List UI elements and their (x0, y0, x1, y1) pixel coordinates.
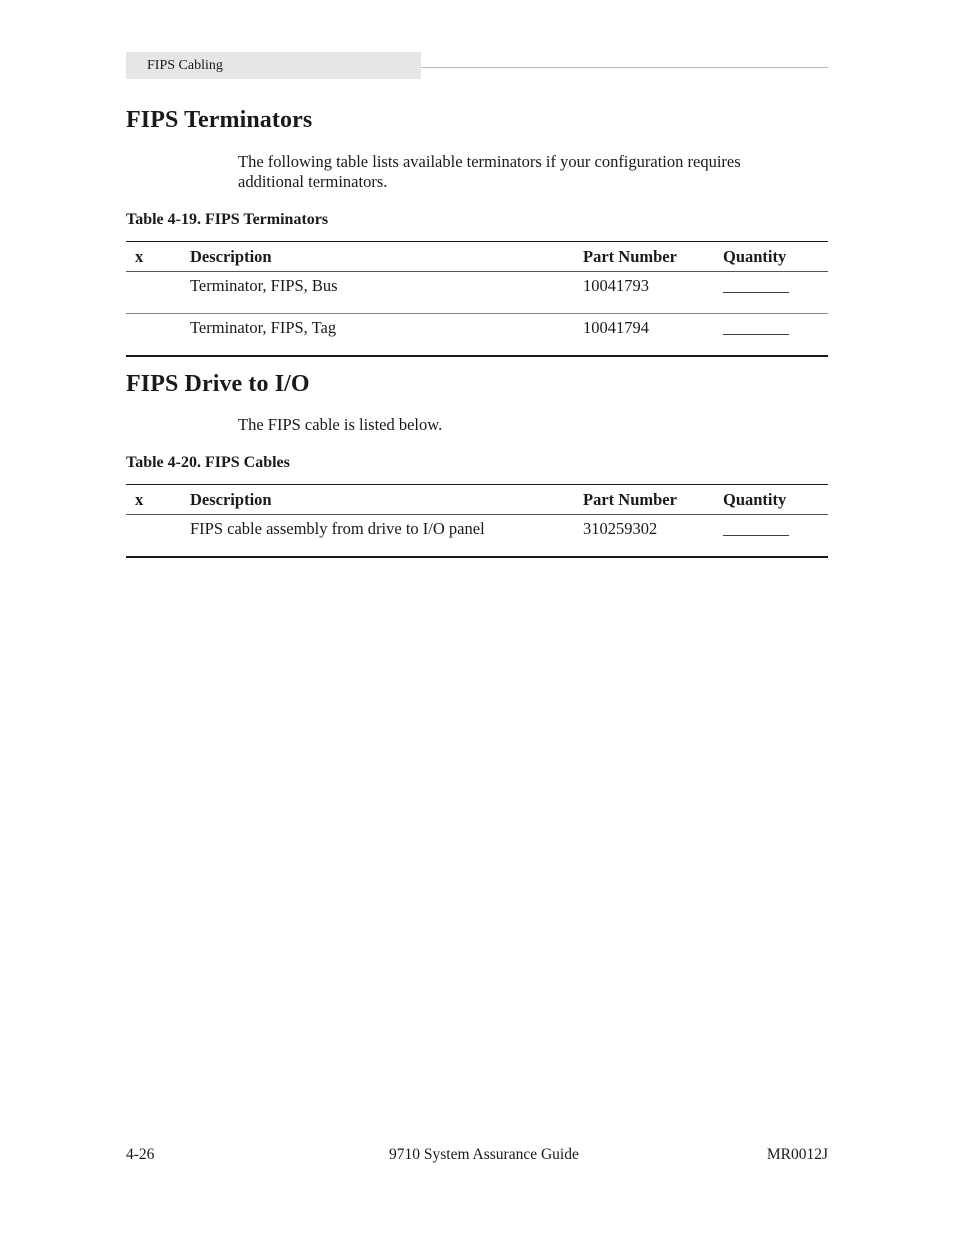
column-header-quantity: Quantity (723, 485, 828, 515)
table-row (126, 314, 828, 357)
table-header-row (126, 485, 828, 515)
cell-check (126, 272, 190, 314)
cell-quantity: ________ (723, 272, 828, 314)
cell-check (126, 515, 190, 558)
table-row (126, 272, 828, 314)
running-header-label: FIPS Cabling (147, 58, 223, 73)
table-caption-4-20: Table 4-20. FIPS Cables (126, 454, 290, 471)
table-header-row (126, 242, 828, 272)
cell-quantity: ________ (723, 515, 828, 558)
column-header-x: x (126, 485, 190, 515)
table-fips-terminators (126, 241, 828, 357)
cell-description: Terminator, FIPS, Tag (190, 314, 583, 357)
cell-description: FIPS cable assembly from drive to I/O panel (190, 515, 583, 558)
column-header-part-number: Part Number (583, 485, 723, 515)
column-header-x: x (126, 242, 190, 272)
section-title-fips-drive-to-io: FIPS Drive to I/O (126, 371, 310, 397)
column-header-description: Description (190, 242, 583, 272)
column-header-part-number: Part Number (583, 242, 723, 272)
footer-page-number: 4-26 (126, 1146, 155, 1163)
cell-part-number: 10041793 (583, 272, 723, 314)
header-rule (421, 67, 828, 68)
section-title-fips-terminators: FIPS Terminators (126, 107, 313, 133)
column-header-description: Description (190, 485, 583, 515)
cell-part-number: 310259302 (583, 515, 723, 558)
table-caption-4-19: Table 4-19. FIPS Terminators (126, 211, 329, 228)
section-intro-fips-drive-to-io: The FIPS cable is listed below. (238, 415, 443, 434)
footer-document-title: 9710 System Assurance Guide (389, 1146, 579, 1163)
column-header-quantity: Quantity (723, 242, 828, 272)
table-row (126, 515, 828, 558)
section-intro-fips-terminators: The following table lists available terminators if your configuration requires additional terminators. (238, 152, 741, 191)
footer-document-code: MR0012J (766, 1146, 828, 1163)
cell-check (126, 314, 190, 357)
cell-description: Terminator, FIPS, Bus (190, 272, 583, 314)
cell-quantity: ________ (723, 314, 828, 357)
table-fips-cables (126, 484, 828, 558)
running-header (126, 52, 421, 79)
cell-part-number: 10041794 (583, 314, 723, 357)
